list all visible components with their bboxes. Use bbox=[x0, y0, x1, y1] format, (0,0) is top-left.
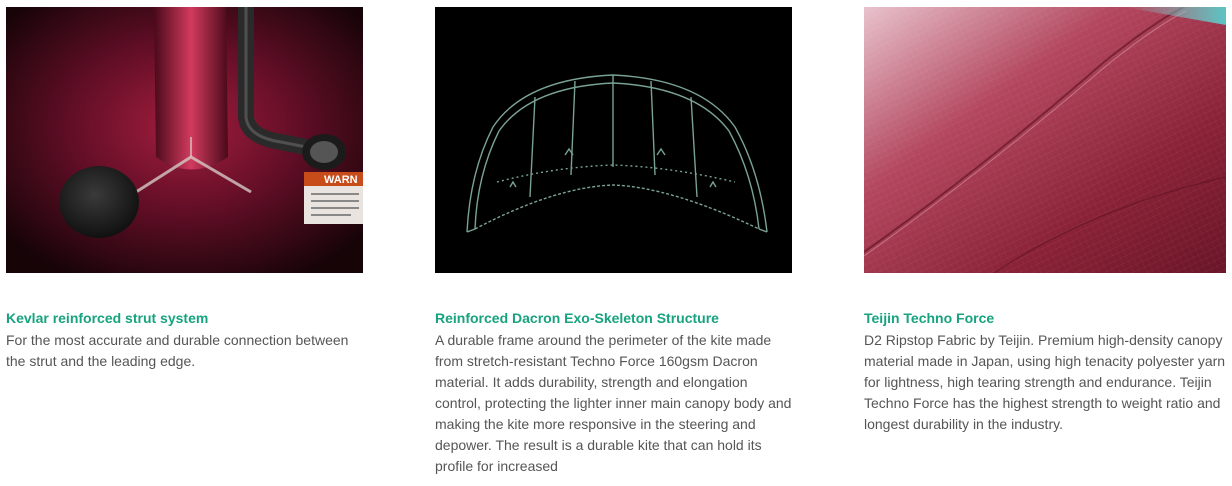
feature-description: A durable frame around the perimeter of the kite made from stretch-resistant Techno Force 160gsm Dacron material. It adds durability, strength and elongation control, protecting the lighter inner main canopy body and making the kite more responsive in the steering and depower. The result is a durable kite that can hold its profile for increased bbox=[435, 332, 792, 474]
feature-title: Teijin Techno Force bbox=[864, 310, 995, 326]
warning-label-text: WARN bbox=[324, 174, 358, 186]
exoskeleton-kite-image bbox=[435, 7, 792, 273]
feature-description: D2 Ripstop Fabric by Teijin. Premium high-density canopy material made in Japan, using high tenacity polyester yarn for lightness, high tearing strength and endurance. Teijin Techno Force has the highest strength to weight ratio and longest durability in the industry. bbox=[864, 332, 1226, 432]
feature-card-teijin bbox=[864, 7, 1226, 435]
feature-description: For the most accurate and durable connection between the strut and the leading edge. bbox=[6, 332, 349, 369]
teijin-fabric-image bbox=[864, 7, 1226, 273]
feature-title: Kevlar reinforced strut system bbox=[6, 310, 209, 326]
feature-title: Reinforced Dacron Exo-Skeleton Structure bbox=[435, 310, 719, 326]
feature-card-exoskeleton bbox=[435, 7, 792, 477]
kevlar-strut-image bbox=[6, 7, 363, 273]
feature-card-kevlar bbox=[6, 7, 363, 372]
